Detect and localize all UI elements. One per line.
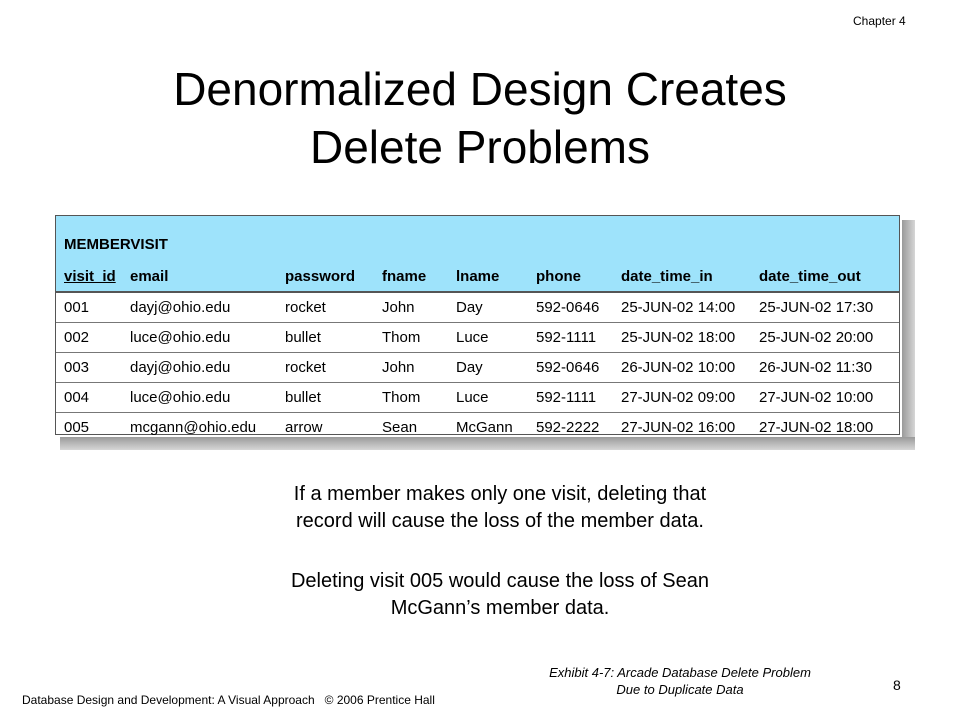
explanation-paragraph-1 — [200, 481, 800, 535]
cell-fname: Sean — [382, 419, 418, 436]
cell-password: bullet — [277, 383, 374, 413]
cell-lname: Day — [448, 292, 528, 323]
cell-email: mcgann@ohio.edu — [130, 419, 257, 436]
cell-date-time-in: 25-JUN-02 14:00 — [613, 292, 751, 323]
cell-password: arrow — [285, 419, 323, 436]
cell-lname: Luce — [448, 383, 528, 413]
cell-fname: John — [374, 353, 448, 383]
column-header-visit-id: visit_id — [56, 262, 122, 292]
column-header-phone: phone — [528, 262, 613, 292]
cell-date-time-in: 27-JUN-02 09:00 — [613, 383, 751, 413]
chapter-label: Chapter 4 — [853, 14, 906, 28]
cell-date-time-out: 25-JUN-02 17:30 — [751, 292, 899, 323]
cell-email: dayj@ohio.edu — [122, 353, 277, 383]
table-box — [55, 215, 900, 435]
cell-fname: John — [374, 292, 448, 323]
cell-phone: 592-2222 — [536, 419, 600, 436]
cell-password: rocket — [277, 292, 374, 323]
cell-date-time-out: 25-JUN-02 20:00 — [751, 323, 899, 353]
exhibit-caption — [500, 664, 860, 698]
footer-text: Database Design and Development: A Visual Approach © 2006 Prentice Hall — [22, 693, 435, 707]
explanation-line: record will cause the loss of the member data. — [296, 510, 704, 532]
cell-email: luce@ohio.edu — [122, 323, 277, 353]
explanation-line: If a member makes only one visit, deleting that — [293, 483, 707, 505]
cell-phone: 592-0646 — [528, 292, 613, 323]
caption-line-2: Due to Duplicate Data — [616, 682, 744, 697]
column-header-password: password — [277, 262, 374, 292]
table-row — [56, 353, 899, 383]
cell-date-time-out: 27-JUN-02 18:00 — [759, 419, 874, 436]
cell-lname: Luce — [448, 323, 528, 353]
table-name: MEMBERVISIT — [56, 216, 899, 262]
cell-phone: 592-1111 — [528, 383, 613, 413]
column-header-email: email — [122, 262, 277, 292]
cell-date-time-out: 27-JUN-02 10:00 — [751, 383, 899, 413]
cell-visit-id: 004 — [56, 383, 122, 413]
explanation-line: Deleting visit 005 would cause the loss of Sean — [290, 570, 710, 592]
cell-lname: Day — [448, 353, 528, 383]
cell-email: dayj@ohio.edu — [122, 292, 277, 323]
cell-fname: Thom — [374, 323, 448, 353]
cell-date-time-out: 26-JUN-02 11:30 — [751, 353, 899, 383]
explanation-paragraph-2 — [200, 568, 800, 622]
table-row — [56, 383, 899, 413]
table-header-row — [56, 262, 899, 292]
table-shadow-right — [902, 220, 915, 450]
cell-date-time-in: 26-JUN-02 10:00 — [613, 353, 751, 383]
cell-password: rocket — [277, 353, 374, 383]
cell-visit-id: 002 — [56, 323, 122, 353]
table-row — [56, 323, 899, 353]
slide-title — [0, 60, 960, 176]
membervisit-table — [56, 262, 899, 442]
column-header-date-time-out: date_time_out — [751, 262, 899, 292]
cell-visit-id: 001 — [56, 292, 122, 323]
cell-phone: 592-1111 — [528, 323, 613, 353]
column-header-date-time-in: date_time_in — [613, 262, 751, 292]
title-line-1: Denormalized Design Creates — [173, 63, 787, 115]
cell-visit-id: 005 — [64, 419, 90, 436]
column-header-fname: fname — [374, 262, 448, 292]
cell-lname: McGann — [456, 419, 513, 436]
table-row — [56, 292, 899, 323]
explanation-line: McGann’s member data. — [390, 597, 610, 619]
table-row — [56, 413, 899, 443]
cell-email: luce@ohio.edu — [122, 383, 277, 413]
cell-date-time-in: 25-JUN-02 18:00 — [613, 323, 751, 353]
cell-password: bullet — [277, 323, 374, 353]
membervisit-table-figure — [55, 215, 915, 450]
caption-line-1: Exhibit 4-7: Arcade Database Delete Problem — [549, 665, 811, 680]
cell-date-time-in: 27-JUN-02 16:00 — [621, 419, 736, 436]
cell-fname: Thom — [374, 383, 448, 413]
title-line-2: Delete Problems — [309, 121, 651, 173]
page-number: 8 — [893, 677, 901, 693]
cell-phone: 592-0646 — [528, 353, 613, 383]
cell-visit-id: 003 — [56, 353, 122, 383]
column-header-lname: lname — [448, 262, 528, 292]
